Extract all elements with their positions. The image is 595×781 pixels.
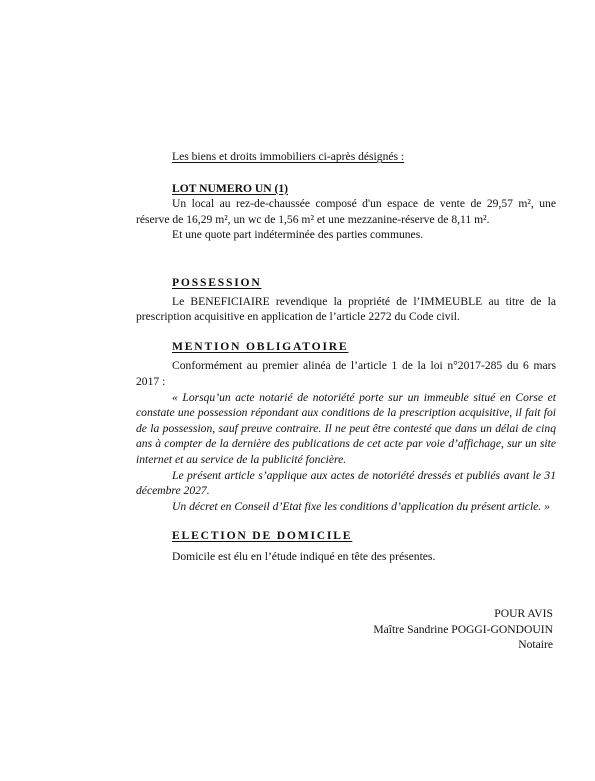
mention-heading: MENTION OBLIGATOIRE [172,339,349,353]
mention-quote-3: Un décret en Conseil d’Etat fixe les conditions d’application du présent article. » [172,499,550,513]
election-heading: ELECTION DE DOMICILE [172,529,353,543]
lot-common-parts: Et une quote part indéterminée des parties communes. [172,228,424,242]
signature-name: Maître Sandrine POGGI-GONDOUIN [373,622,553,636]
lot-description: Un local au rez-de-chaussée composé d'un espace de vente de 29,57 m², une réserve de 16,29 m², un wc de 1,56 m² et une mezzanine-réserve de 8,11 m². [136,197,556,226]
possession-heading: POSSESSION [172,275,262,289]
lot-title: LOT NUMERO UN (1) [172,181,289,195]
mention-quote-2: Le présent article s’applique aux actes de notoriété dressés et publiés avant le 31 décembre 2027. [136,468,556,498]
mention-intro: Conformément au premier alinéa de l’article 1 de la loi n°2017-285 du 6 mars 2017 : [136,359,556,388]
election-text: Domicile est élu en l’étude indiqué en tête des présentes. [172,549,436,563]
document-body [136,149,556,564]
intro-line: Les biens et droits immobiliers ci-après désignés : [172,150,405,163]
possession-text: Le BENEFICIAIRE revendique la propriété de l’IMMEUBLE au titre de la prescription acquisitive en application de l’article 2272 du Code civil. [136,294,556,324]
signature-title: Notaire [518,638,553,652]
signature-pour-avis: POUR AVIS [494,607,553,620]
signature-block [373,606,553,653]
mention-quote-1: « Lorsqu’un acte notarié de notoriété porte sur un immeuble situé en Corse et constate une possession répondant aux conditions de la prescription acquisitive, il fait foi de la possession, sauf preuve contraire. Il ne peut être contesté que dans un délai de cinq ans à compter de la dernière des publications de cet acte par voie d’affichage, sur un site internet et au service de la publicité foncière. [136,390,556,466]
